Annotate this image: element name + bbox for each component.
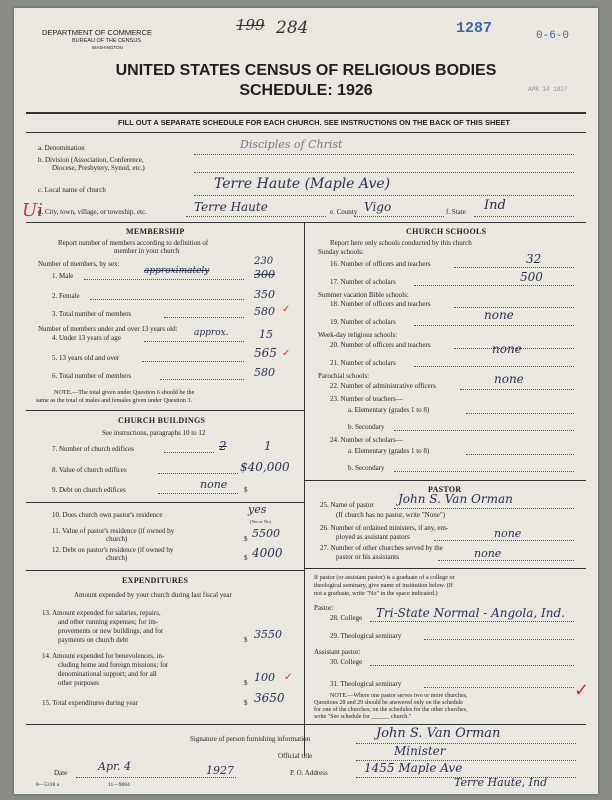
q29-leader: [424, 639, 574, 640]
q14-label-3: denominational support; and for all: [58, 670, 157, 678]
q9-dollar: $: [244, 486, 248, 494]
rule-signature: [26, 724, 586, 725]
q11-value: 5500: [252, 527, 280, 540]
q12-label-2: church): [106, 554, 128, 562]
q24b-leader: [394, 471, 574, 472]
asst-pastor-label: Assistant pastor:: [314, 648, 361, 656]
q22-leader: [460, 389, 574, 390]
q27-leader: [438, 560, 574, 561]
q4-leader: [144, 341, 244, 342]
q11-dollar: $: [244, 535, 248, 543]
rule-2: [26, 132, 586, 133]
q4-label: 4. Under 13 years of age: [52, 334, 121, 342]
q7-value: 1: [264, 439, 272, 453]
schools-heading: CHURCH SCHOOLS: [406, 227, 487, 236]
print-number: 11—9084: [108, 782, 130, 788]
q19-leader: [414, 325, 574, 326]
q11-label: 11. Value of pastor's residence (if owned by: [52, 527, 175, 535]
signature-label: Signature of person furnishing information: [190, 735, 311, 743]
pastor-sub-label: Pastor:: [314, 604, 334, 612]
q4-note: approx.: [194, 328, 229, 338]
pastor-heading: PASTOR: [428, 485, 462, 494]
buildings-intro: See instructions, paragraphs 10 to 12: [102, 429, 206, 437]
q12-dollar: $: [244, 554, 248, 562]
pastor-note-2: Questions 28 and 29 should be answered only on the schedule: [314, 700, 463, 706]
schedule-title: SCHEDULE: 1926: [239, 82, 373, 99]
date-stamp: APR 14 1927: [528, 86, 568, 93]
q14-dollar: $: [244, 679, 248, 687]
year-value: 1927: [206, 764, 234, 777]
q1-value: 300: [254, 268, 275, 281]
q10-value: yes: [248, 503, 267, 516]
q25-leader: [394, 508, 574, 509]
q19-value: none: [484, 308, 514, 322]
hand-number: 284: [276, 18, 309, 38]
q3-value: 580: [254, 305, 275, 318]
division-line: [194, 172, 574, 173]
rule-expenditures: [26, 570, 304, 571]
rule-graduate: [304, 568, 586, 569]
local-name-line: [194, 195, 574, 196]
division-label-2: Diocese, Presbytery, Synod, etc.): [52, 164, 145, 172]
q27-value: none: [474, 547, 502, 560]
instruction-line: FILL OUT A SEPARATE SCHEDULE FOR EACH CHURCH. SEE INSTRUCTIONS ON THE BACK OF THIS SHEET: [118, 118, 510, 127]
q28-leader: [370, 621, 574, 622]
signature-value: John S. Van Orman: [376, 726, 501, 741]
parochial-label: Parochial schools:: [318, 372, 370, 380]
q2-value: 350: [254, 288, 275, 301]
q2-label: 2. Female: [52, 292, 80, 300]
q1-leader: [84, 279, 244, 280]
county-line: [354, 216, 444, 217]
q5-label: 5. 13 years old and over: [52, 354, 120, 362]
membership-note-2: same as the total of males and females given under Question 3.: [36, 397, 193, 404]
q14-label-1: 14. Amount expended for benevolences, in-: [42, 652, 165, 660]
q15-value: 3650: [254, 691, 285, 705]
q26-leader: [434, 540, 574, 541]
q20-value: none: [492, 342, 522, 356]
q16-label: 16. Number of officers and teachers: [330, 260, 431, 268]
q28-value: Tri-State Normal - Angola, Ind.: [376, 606, 565, 620]
local-name-label: c. Local name of church: [38, 186, 106, 194]
rule-pastor: [304, 480, 586, 481]
date-line: [76, 777, 236, 778]
q2-leader: [90, 299, 244, 300]
state-label: f. State: [446, 208, 466, 216]
division-label: b. Division (Association, Conference,: [38, 156, 144, 164]
q23-label: 23. Number of teachers—: [330, 395, 403, 403]
official-title-value: Minister: [394, 744, 446, 758]
rule-buildings: [26, 410, 304, 411]
q12-value: 4000: [252, 546, 283, 560]
check-mark-q14: ✓: [284, 672, 293, 683]
local-name-value: Terre Haute (Maple Ave): [214, 176, 391, 192]
q5-value: 565: [254, 346, 277, 360]
grad-note-2: theological seminary, give name of institution below. (If: [314, 582, 453, 589]
membership-intro-2: member in your church: [114, 247, 180, 255]
q10-sub: (Yes or No): [250, 519, 272, 524]
q25-value: John S. Van Orman: [398, 492, 513, 506]
margin-mark: Ui: [22, 200, 43, 221]
q17-label: 17. Number of scholars: [330, 278, 396, 286]
q24b-label: b. Secondary: [348, 464, 385, 472]
q23a-leader: [466, 413, 574, 414]
q15-label: 15. Total expenditures during year: [42, 699, 138, 707]
city-label: WASHINGTON: [92, 45, 123, 50]
q7-struck: 2: [219, 439, 227, 453]
q30-label: 30. College: [330, 658, 363, 666]
form-title: UNITED STATES CENSUS OF RELIGIOUS BODIES: [115, 62, 497, 79]
summer-label: Summer vacation Bible schools:: [318, 291, 409, 299]
q13-label-1: 13. Amount expended for salaries, repairs,: [42, 609, 161, 617]
q5-leader: [142, 361, 244, 362]
date-value: Apr. 4: [98, 760, 132, 773]
membership-heading: MEMBERSHIP: [126, 227, 185, 236]
check-mark-q5: ✓: [282, 348, 291, 359]
q25-sub: (If church has no pastor, write "None"): [336, 511, 446, 519]
official-title-label: Official title: [278, 752, 313, 760]
q13-label-4: payments on church debt: [58, 636, 129, 644]
po-address-value: 1455 Maple Ave: [364, 761, 463, 775]
membership-note-1: NOTE.—The total given under Question 6 should be the: [54, 389, 195, 396]
q6-label: 6. Total number of members: [52, 372, 132, 380]
q1-label: 1. Male: [52, 272, 74, 280]
q22-label: 22. Number of administrative officers: [330, 382, 436, 390]
q12-label: 12. Debt on pastor's residence (if owned by: [52, 546, 174, 554]
q10-label: 10. Does church own pastor's residence: [52, 511, 163, 519]
q29-label: 29. Theological seminary: [330, 632, 402, 640]
q8-leader: [158, 473, 238, 474]
by-sex-label: Number of members, by sex:: [38, 260, 120, 268]
q21-leader: [414, 366, 574, 367]
q8-label: 8. Value of church edifices: [52, 466, 127, 474]
check-mark-pastor: ✓: [574, 680, 590, 700]
pastor-note-1: NOTE.—Where one pastor serves two or more churches,: [330, 693, 468, 699]
city-value: Terre Haute: [194, 200, 268, 214]
q19-label: 19. Number of scholars: [330, 318, 396, 326]
q24a-leader: [466, 454, 574, 455]
q14-value: 100: [254, 671, 275, 684]
q20-label: 20. Number of officers and teachers: [330, 341, 431, 349]
q9-value: none: [200, 478, 228, 491]
q28-label: 28. College: [330, 614, 363, 622]
census-schedule-sheet: [14, 8, 598, 794]
struck-number: 199: [236, 16, 265, 34]
schools-intro: Report here only schools conducted by this church: [330, 239, 472, 247]
q4-value: 15: [259, 328, 273, 341]
q30-leader: [370, 665, 574, 666]
q23b-leader: [394, 430, 574, 431]
city-label-d: d. City, town, village, or township, etc.: [38, 208, 147, 216]
q6-leader: [160, 379, 244, 380]
q17-leader: [414, 285, 574, 286]
q13-dollar: $: [244, 636, 248, 644]
q14-label-4: other purposes: [58, 679, 100, 687]
check-mark-q3: ✓: [282, 304, 291, 315]
pastor-note-3: for one of the churches; on the schedules for the other churches,: [314, 707, 468, 713]
center-divider: [304, 222, 305, 756]
q21-label: 21. Number of scholars: [330, 359, 396, 367]
expenditures-heading: EXPENDITURES: [122, 576, 189, 585]
q24a-label: a. Elementary (grades 1 to 8): [348, 447, 430, 455]
expenditures-intro: Amount expended by your church during last fiscal year: [74, 591, 232, 599]
q26-label-1: 26. Number of ordained ministers, if any, em-: [320, 524, 449, 532]
q7-label: 7. Number of church edifices: [52, 445, 134, 453]
q7-leader: [164, 452, 214, 453]
grad-note-3: not a graduate, write "No" in the space indicated.): [314, 590, 438, 597]
sunday-label: Sunday schools:: [318, 248, 364, 256]
q17-value: 500: [520, 270, 543, 284]
membership-intro-1: Report number of members according to definition of: [58, 239, 209, 247]
denomination-label: a. Denomination: [38, 144, 85, 152]
dept-label: DEPARTMENT OF COMMERCE: [42, 28, 153, 37]
bureau-label: BUREAU OF THE CENSUS: [72, 38, 141, 44]
q14-label-2: cluding home and foreign missions; for: [58, 661, 169, 669]
q26-label-2: ployed as assistant pastors: [336, 533, 410, 541]
weekday-label: Week-day religious schools:: [318, 331, 398, 339]
q1-note: approximately: [144, 266, 210, 276]
q23a-label: a. Elementary (grades 1 to 8): [348, 406, 430, 414]
denomination-value: Disciples of Christ: [240, 138, 343, 151]
city-line: [186, 216, 326, 217]
q13-label-3: provements or new buildings; and for: [58, 627, 164, 635]
form-number: 8—5318 a: [36, 782, 60, 788]
q13-value: 3550: [254, 628, 282, 641]
q15-dollar: $: [244, 699, 248, 707]
q9-label: 9. Debt on church edifices: [52, 486, 126, 494]
stamp-code: 0-6-0: [536, 30, 570, 42]
rule-top: [26, 112, 586, 114]
q9-leader: [158, 493, 238, 494]
q18-leader: [454, 307, 574, 308]
q3-leader: [164, 317, 244, 318]
q23b-label: b. Secondary: [348, 423, 385, 431]
q18-label: 18. Number of officers and teachers: [330, 300, 431, 308]
state-value: Ind: [484, 198, 506, 213]
po-address-label: P. O. Address: [290, 769, 328, 777]
q11-label-2: church): [106, 535, 128, 543]
stamp-number: 1287: [456, 20, 493, 37]
q31-label: 31. Theological seminary: [330, 680, 402, 688]
q27-label-1: 27. Number of other churches served by the: [320, 544, 443, 552]
q27-label-2: pastor or his assistants: [336, 553, 399, 561]
q13-label-2: and other running expenses; for im-: [58, 618, 159, 626]
q6-value: 580: [254, 366, 275, 379]
q16-leader: [454, 267, 574, 268]
pastor-note-4: write "See schedule for ______ church.": [314, 714, 412, 720]
q25-label: 25. Name of pastor: [320, 501, 374, 509]
q8-value: $40,000: [240, 460, 290, 474]
rule-3: [26, 222, 586, 223]
county-label: e. County: [330, 208, 358, 216]
q31-leader: [424, 687, 574, 688]
po-address-value-2: Terre Haute, Ind: [454, 776, 548, 789]
grad-note-1: If pastor (or assistant pastor) is a graduate of a college or: [314, 574, 455, 581]
q24-label: 24. Number of scholars—: [330, 436, 403, 444]
q3-label: 3. Total number of members: [52, 310, 132, 318]
state-line: [474, 216, 574, 217]
buildings-heading: CHURCH BUILDINGS: [118, 416, 206, 425]
q26-value: none: [494, 527, 522, 540]
county-value: Vigo: [364, 200, 392, 214]
signature-line: [356, 743, 576, 744]
q1-value-2: 230: [254, 256, 274, 267]
date-label: Date: [54, 769, 68, 777]
q16-value: 32: [526, 252, 542, 266]
q22-value: none: [494, 372, 524, 386]
denomination-line: [194, 154, 574, 155]
age-head-label: Number of members under and over 13 years old:: [38, 325, 178, 333]
